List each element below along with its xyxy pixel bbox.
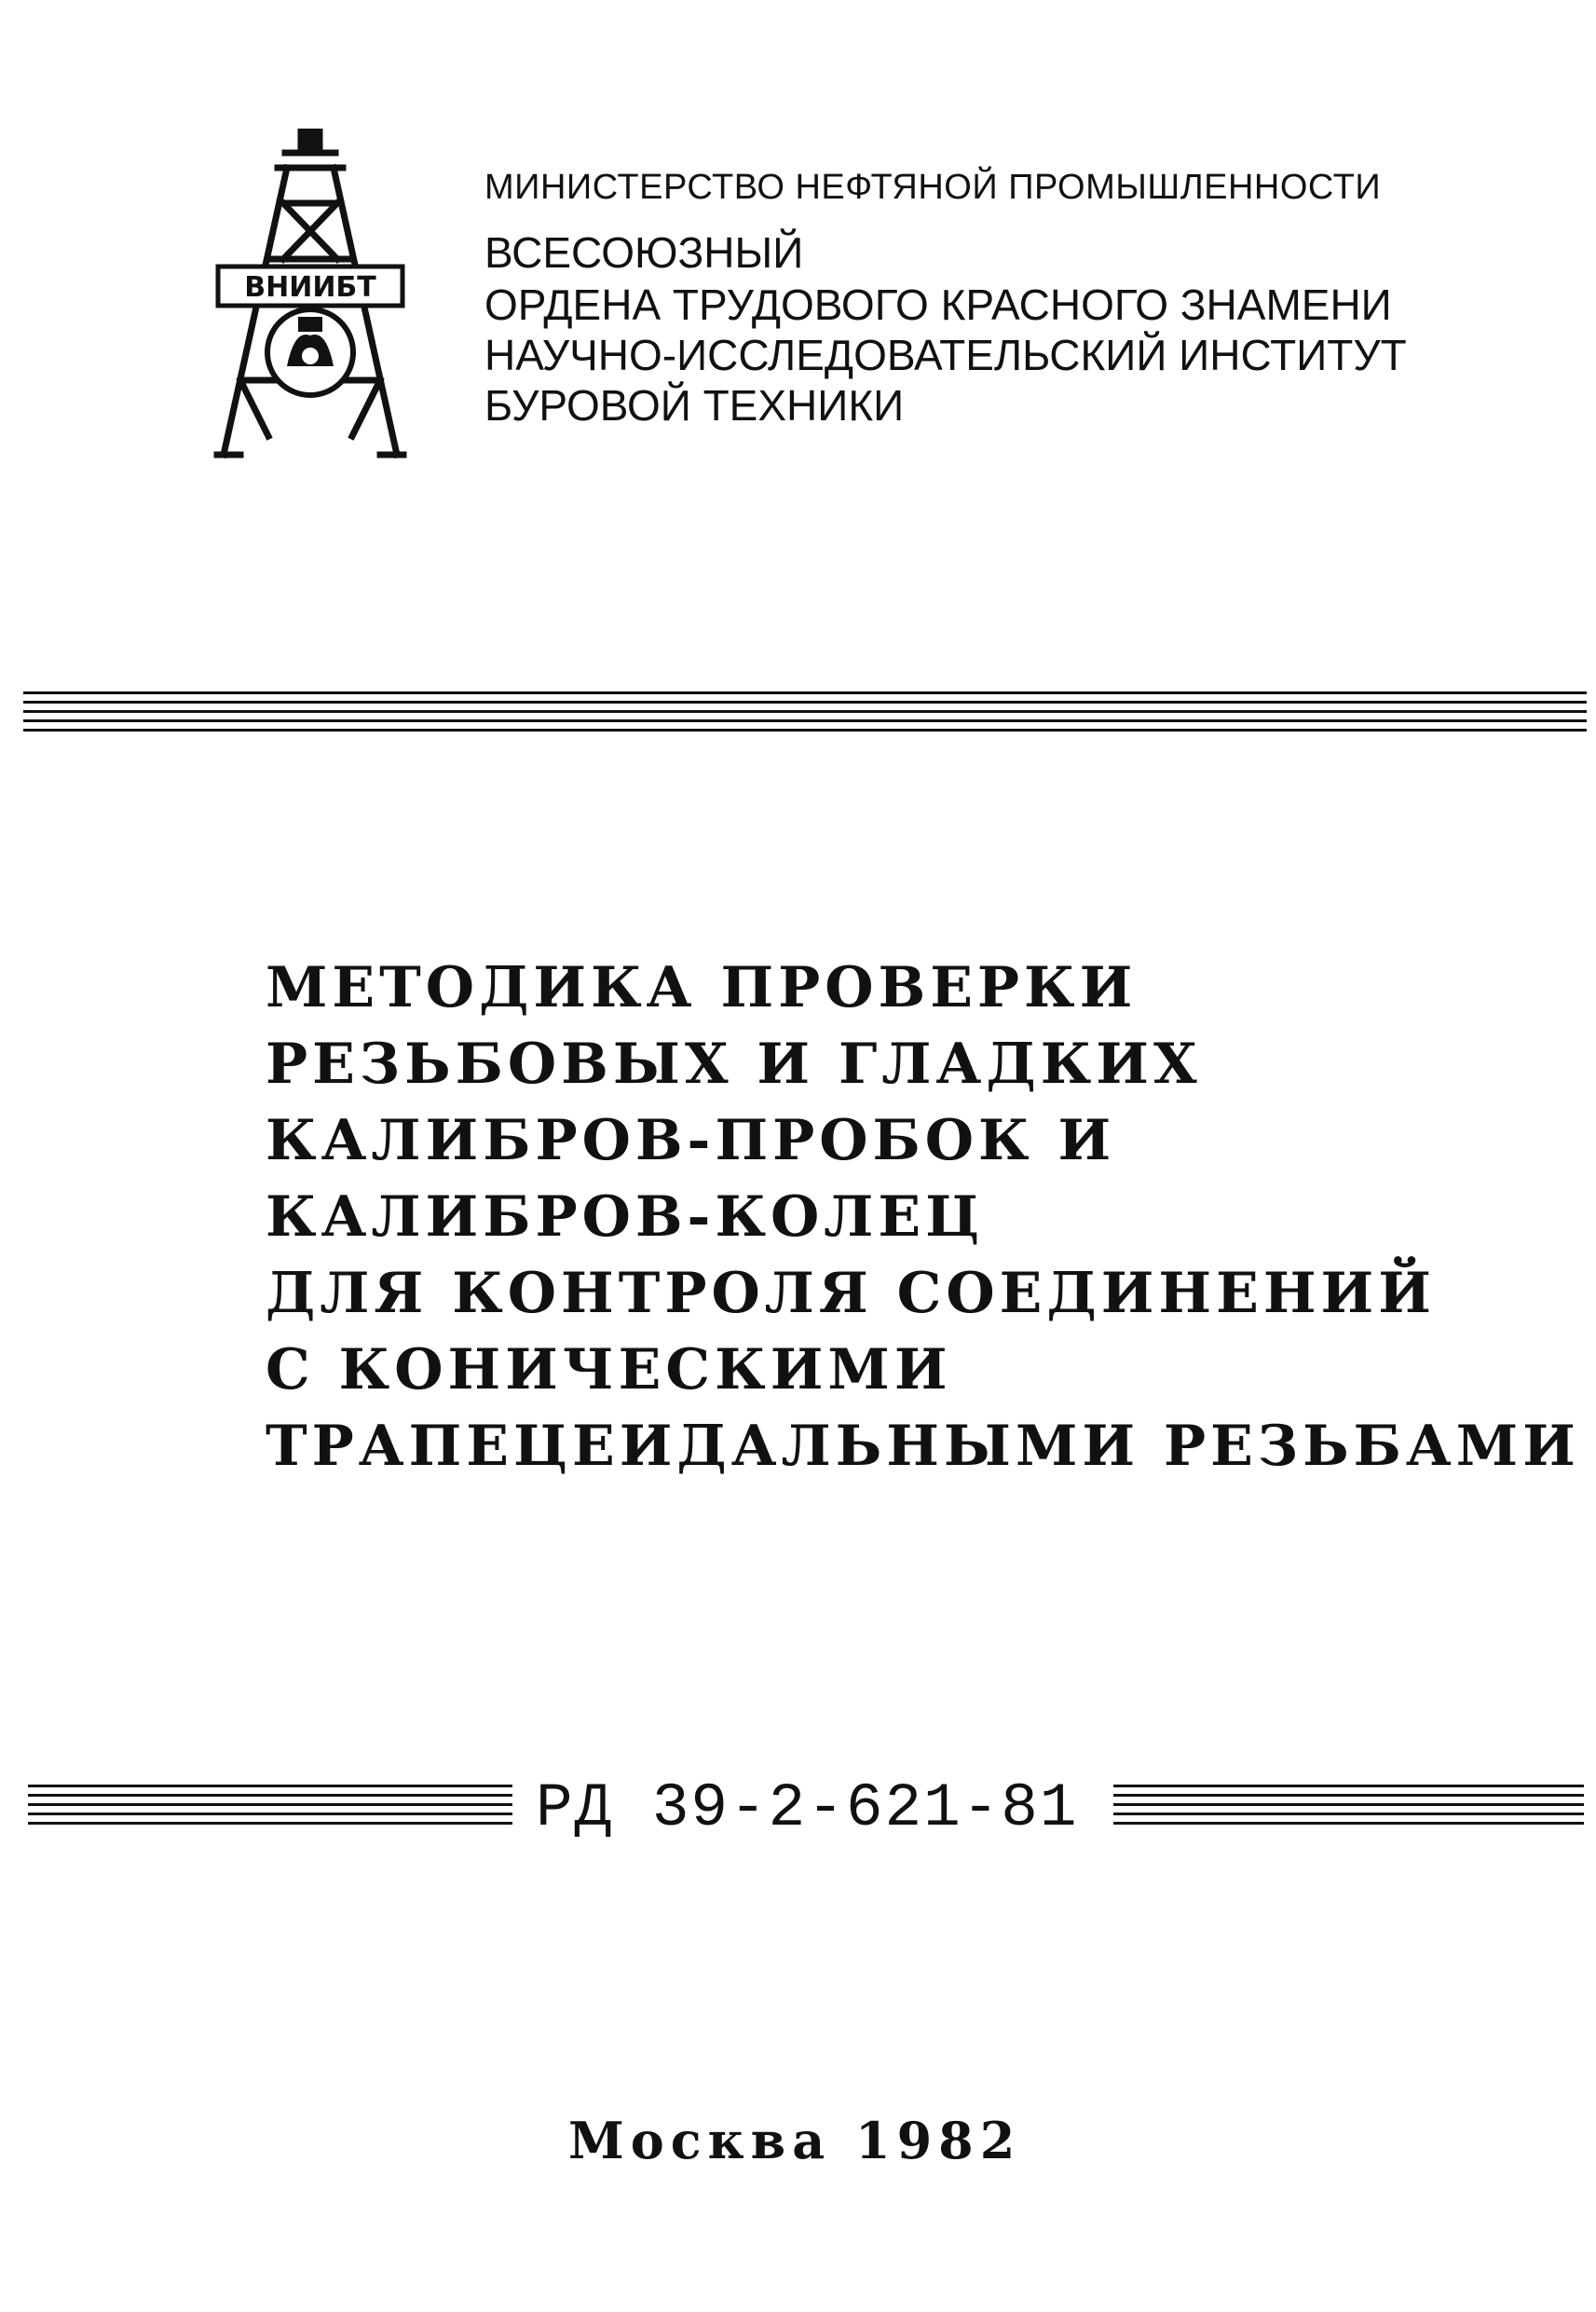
imprint-city: Москва bbox=[568, 2111, 832, 2170]
document-code: РД 39-2-621-81 bbox=[536, 1773, 1079, 1843]
institute-line-3: НАУЧНО-ИССЛЕДОВАТЕЛЬСКИЙ ИНСТИТУТ bbox=[484, 331, 1407, 379]
oil-derrick-icon bbox=[212, 129, 408, 466]
institute-line-2: ОРДЕНА ТРУДОВОГО КРАСНОГО ЗНАМЕНИ bbox=[484, 280, 1392, 329]
institute-line-4: БУРОВОЙ ТЕХНИКИ bbox=[484, 381, 905, 430]
top-divider bbox=[23, 691, 1587, 738]
code-divider-right bbox=[1113, 1785, 1584, 1831]
title-line-2: РЕЗЬБОВЫХ И ГЛАДКИХ bbox=[266, 1032, 1202, 1097]
imprint bbox=[568, 2111, 1022, 2170]
title-line-4: КАЛИБРОВ-КОЛЕЦ bbox=[266, 1184, 985, 1250]
imprint-year: 1982 bbox=[855, 2111, 1022, 2170]
code-divider-left bbox=[28, 1785, 512, 1831]
title-line-5: ДЛЯ КОНТРОЛЯ СОЕДИНЕНИЙ bbox=[266, 1261, 1436, 1326]
emblem-label: ВНИИБТ bbox=[244, 271, 376, 304]
title-line-1: МЕТОДИКА ПРОВЕРКИ bbox=[266, 955, 1138, 1020]
ministry-name: МИНИСТЕРСТВО НЕФТЯНОЙ ПРОМЫШЛЕННОСТИ bbox=[484, 168, 1382, 207]
title-line-6: С КОНИЧЕСКИМИ bbox=[266, 1337, 952, 1402]
institute-line-1: ВСЕСОЮЗНЫЙ bbox=[484, 228, 804, 277]
title-line-3: КАЛИБРОВ-ПРОБОК И bbox=[266, 1108, 1116, 1173]
title-line-7: ТРАПЕЦЕИДАЛЬНЫМИ РЕЗЬБАМИ bbox=[266, 1414, 1580, 1479]
